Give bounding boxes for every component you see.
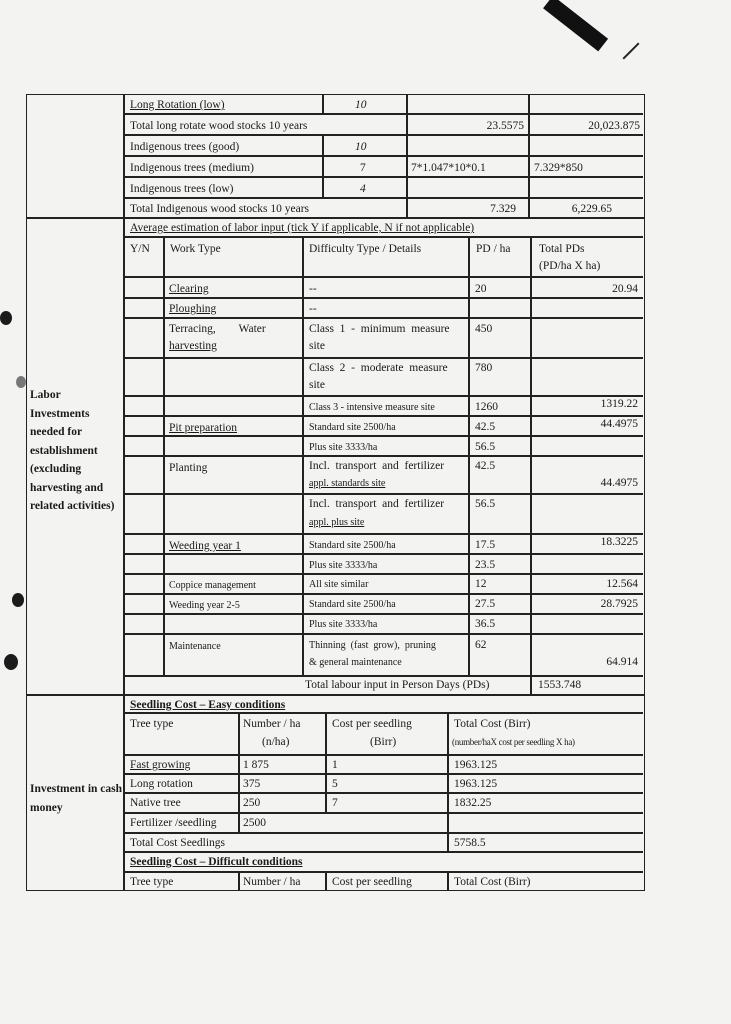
cash-number: 375	[243, 778, 261, 790]
wood-row-value: 7.329*850	[534, 162, 583, 174]
labor-pd: 42.5	[475, 460, 496, 472]
labor-pd: 780	[475, 362, 493, 374]
labor-total: 18.3225	[600, 536, 638, 548]
punch-hole-3	[12, 593, 24, 607]
cash-header-number-unit: (n/ha)	[262, 736, 290, 748]
labor-work-cont: harvesting	[169, 340, 217, 352]
labor-difficulty: Incl. transport and fertilizer	[309, 460, 445, 472]
labor-difficulty: Incl. transport and fertilizer	[309, 498, 445, 510]
labor-header-total: Total PDs	[539, 243, 585, 255]
cash-header-cost-unit: (Birr)	[370, 736, 397, 748]
cash-cost: 5	[332, 778, 338, 790]
labor-difficulty: Class 1 - minimum measure	[309, 323, 450, 335]
labor-work: Terracing, Water	[169, 323, 266, 335]
diff-header-number: Number / ha	[243, 876, 301, 888]
wood-row-value: 6,229.65	[571, 203, 612, 215]
cash-header-number: Number / ha	[243, 718, 301, 730]
labor-work: Coppice management	[169, 580, 256, 591]
wood-row-value: 23.5575	[486, 120, 524, 132]
labor-difficulty: Class 2 - moderate measure	[309, 362, 448, 374]
labor-difficulty: Standard site 2500/ha	[309, 599, 396, 610]
labor-difficulty: Thinning (fast grow), pruning	[309, 640, 436, 651]
labor-difficulty: Standard site 2500/ha	[309, 540, 396, 551]
labor-heading: Average estimation of labor input (tick Y if applicable, N if not applicable)	[130, 222, 475, 234]
labor-pd: 62	[475, 639, 487, 651]
wood-row-label: Indigenous trees (medium)	[130, 162, 254, 174]
labor-header-difficulty: Difficulty Type / Details	[309, 243, 422, 255]
labor-total: 20.94	[612, 283, 638, 295]
labor-sidebar-label: Labor Investments needed for establishment (excluding harvesting and related activities)	[30, 389, 115, 512]
wood-row-value: 10	[355, 141, 367, 153]
labor-header-work: Work Type	[170, 243, 221, 255]
cash-number: 1 875	[243, 759, 269, 771]
corner-shadow	[543, 0, 608, 51]
cash-header-total-formula: (number/haX cost per seedling X ha)	[452, 737, 575, 747]
wood-row-label: Total Indigenous wood stocks 10 years	[130, 203, 310, 215]
cash-type: Fertilizer /seedling	[130, 817, 217, 829]
labor-difficulty-cont: site	[309, 379, 325, 391]
labor-total: 28.7925	[600, 598, 638, 610]
labor-pd: 1260	[475, 401, 498, 413]
labor-total: 44.4975	[600, 418, 638, 430]
labor-work: Pit preparation	[169, 422, 238, 434]
cash-total-label: Total Cost Seedlings	[130, 837, 226, 849]
labor-total: 44.4975	[600, 477, 638, 489]
labor-difficulty-cont: & general maintenance	[309, 657, 402, 668]
cash-header-total: Total Cost (Birr)	[454, 718, 531, 730]
labor-total: 1319.22	[600, 398, 638, 410]
cash-total: 1963.125	[454, 778, 498, 790]
cash-header-type: Tree type	[130, 718, 174, 730]
labor-header-total-unit: (PD/ha X ha)	[539, 260, 601, 272]
labor-difficulty: Plus site 3333/ha	[309, 560, 378, 571]
diff-header-cost: Cost per seedling	[332, 876, 412, 888]
wood-row-label: Indigenous trees (good)	[130, 141, 240, 153]
punch-hole-2	[16, 376, 26, 388]
cash-total-value: 5758.5	[454, 837, 486, 849]
easy-heading: Seedling Cost – Easy conditions	[130, 699, 286, 711]
punch-hole-1	[0, 311, 12, 325]
labor-pd: 42.5	[475, 421, 496, 433]
wood-row-label: Indigenous trees (low)	[130, 183, 234, 195]
wood-row-value: 7	[360, 162, 366, 174]
labor-total: 64.914	[606, 656, 638, 668]
labor-work: Ploughing	[169, 303, 217, 315]
cash-sidebar-label: Investment in cash money	[30, 783, 123, 814]
labor-pd: 56.5	[475, 441, 496, 453]
labor-pd: 17.5	[475, 539, 496, 551]
labor-pd: 27.5	[475, 598, 496, 610]
wood-row-label: Total long rotate wood stocks 10 years	[130, 120, 308, 132]
labor-header-yn: Y/N	[130, 243, 150, 255]
labor-total-value: 1553.748	[538, 679, 582, 691]
diff-header-type: Tree type	[130, 876, 174, 888]
labor-header-pd: PD / ha	[476, 243, 511, 255]
labor-difficulty-cont: site	[309, 340, 325, 352]
labor-difficulty-cont: appl. standards site	[309, 478, 386, 489]
labor-difficulty: Plus site 3333/ha	[309, 619, 378, 630]
punch-hole-4	[4, 654, 18, 670]
labor-total-label: Total labour input in Person Days (PDs)	[305, 679, 490, 691]
labor-pd: 450	[475, 323, 493, 335]
cash-cost: 7	[332, 797, 338, 809]
wood-row-value: 20,023.875	[588, 120, 640, 132]
cash-header-cost: Cost per seedling	[332, 718, 412, 730]
difficult-heading: Seedling Cost – Difficult conditions	[130, 856, 303, 868]
labor-total: 12.564	[606, 578, 638, 590]
labor-work: Weeding year 1	[169, 540, 241, 552]
labor-work: Planting	[169, 462, 208, 474]
labor-pd: 56.5	[475, 498, 496, 510]
labor-work: Maintenance	[169, 641, 221, 652]
cash-type: Fast growing	[130, 759, 191, 771]
wood-row-value: 7*1.047*10*0.1	[411, 162, 486, 174]
wood-row-value: 10	[355, 99, 367, 111]
labor-difficulty: --	[309, 283, 317, 295]
labor-difficulty: --	[309, 303, 317, 315]
pen-mark	[623, 43, 640, 60]
labor-pd: 20	[475, 283, 487, 295]
wood-row-value: 7.329	[490, 203, 516, 215]
labor-pd: 12	[475, 578, 487, 590]
labor-work: Clearing	[169, 283, 209, 295]
cash-type: Native tree	[130, 797, 181, 809]
cash-type: Long rotation	[130, 778, 193, 790]
labor-pd: 23.5	[475, 559, 496, 571]
labor-difficulty: Standard site 2500/ha	[309, 422, 396, 433]
wood-row-value: 4	[360, 183, 366, 195]
cash-number: 250	[243, 797, 261, 809]
labor-difficulty: All site similar	[309, 579, 369, 590]
cash-cost: 1	[332, 759, 338, 771]
cash-total: 1832.25	[454, 797, 492, 809]
labor-pd: 36.5	[475, 618, 496, 630]
labor-difficulty: Plus site 3333/ha	[309, 442, 378, 453]
wood-row-label: Long Rotation (low)	[130, 99, 225, 111]
cash-total: 1963.125	[454, 759, 498, 771]
cash-number: 2500	[243, 817, 266, 829]
labor-difficulty: Class 3 - intensive measure site	[309, 402, 435, 413]
labor-difficulty-cont: appl. plus site	[309, 517, 365, 528]
diff-header-total: Total Cost (Birr)	[454, 876, 531, 888]
labor-work: Weeding year 2-5	[169, 600, 240, 611]
